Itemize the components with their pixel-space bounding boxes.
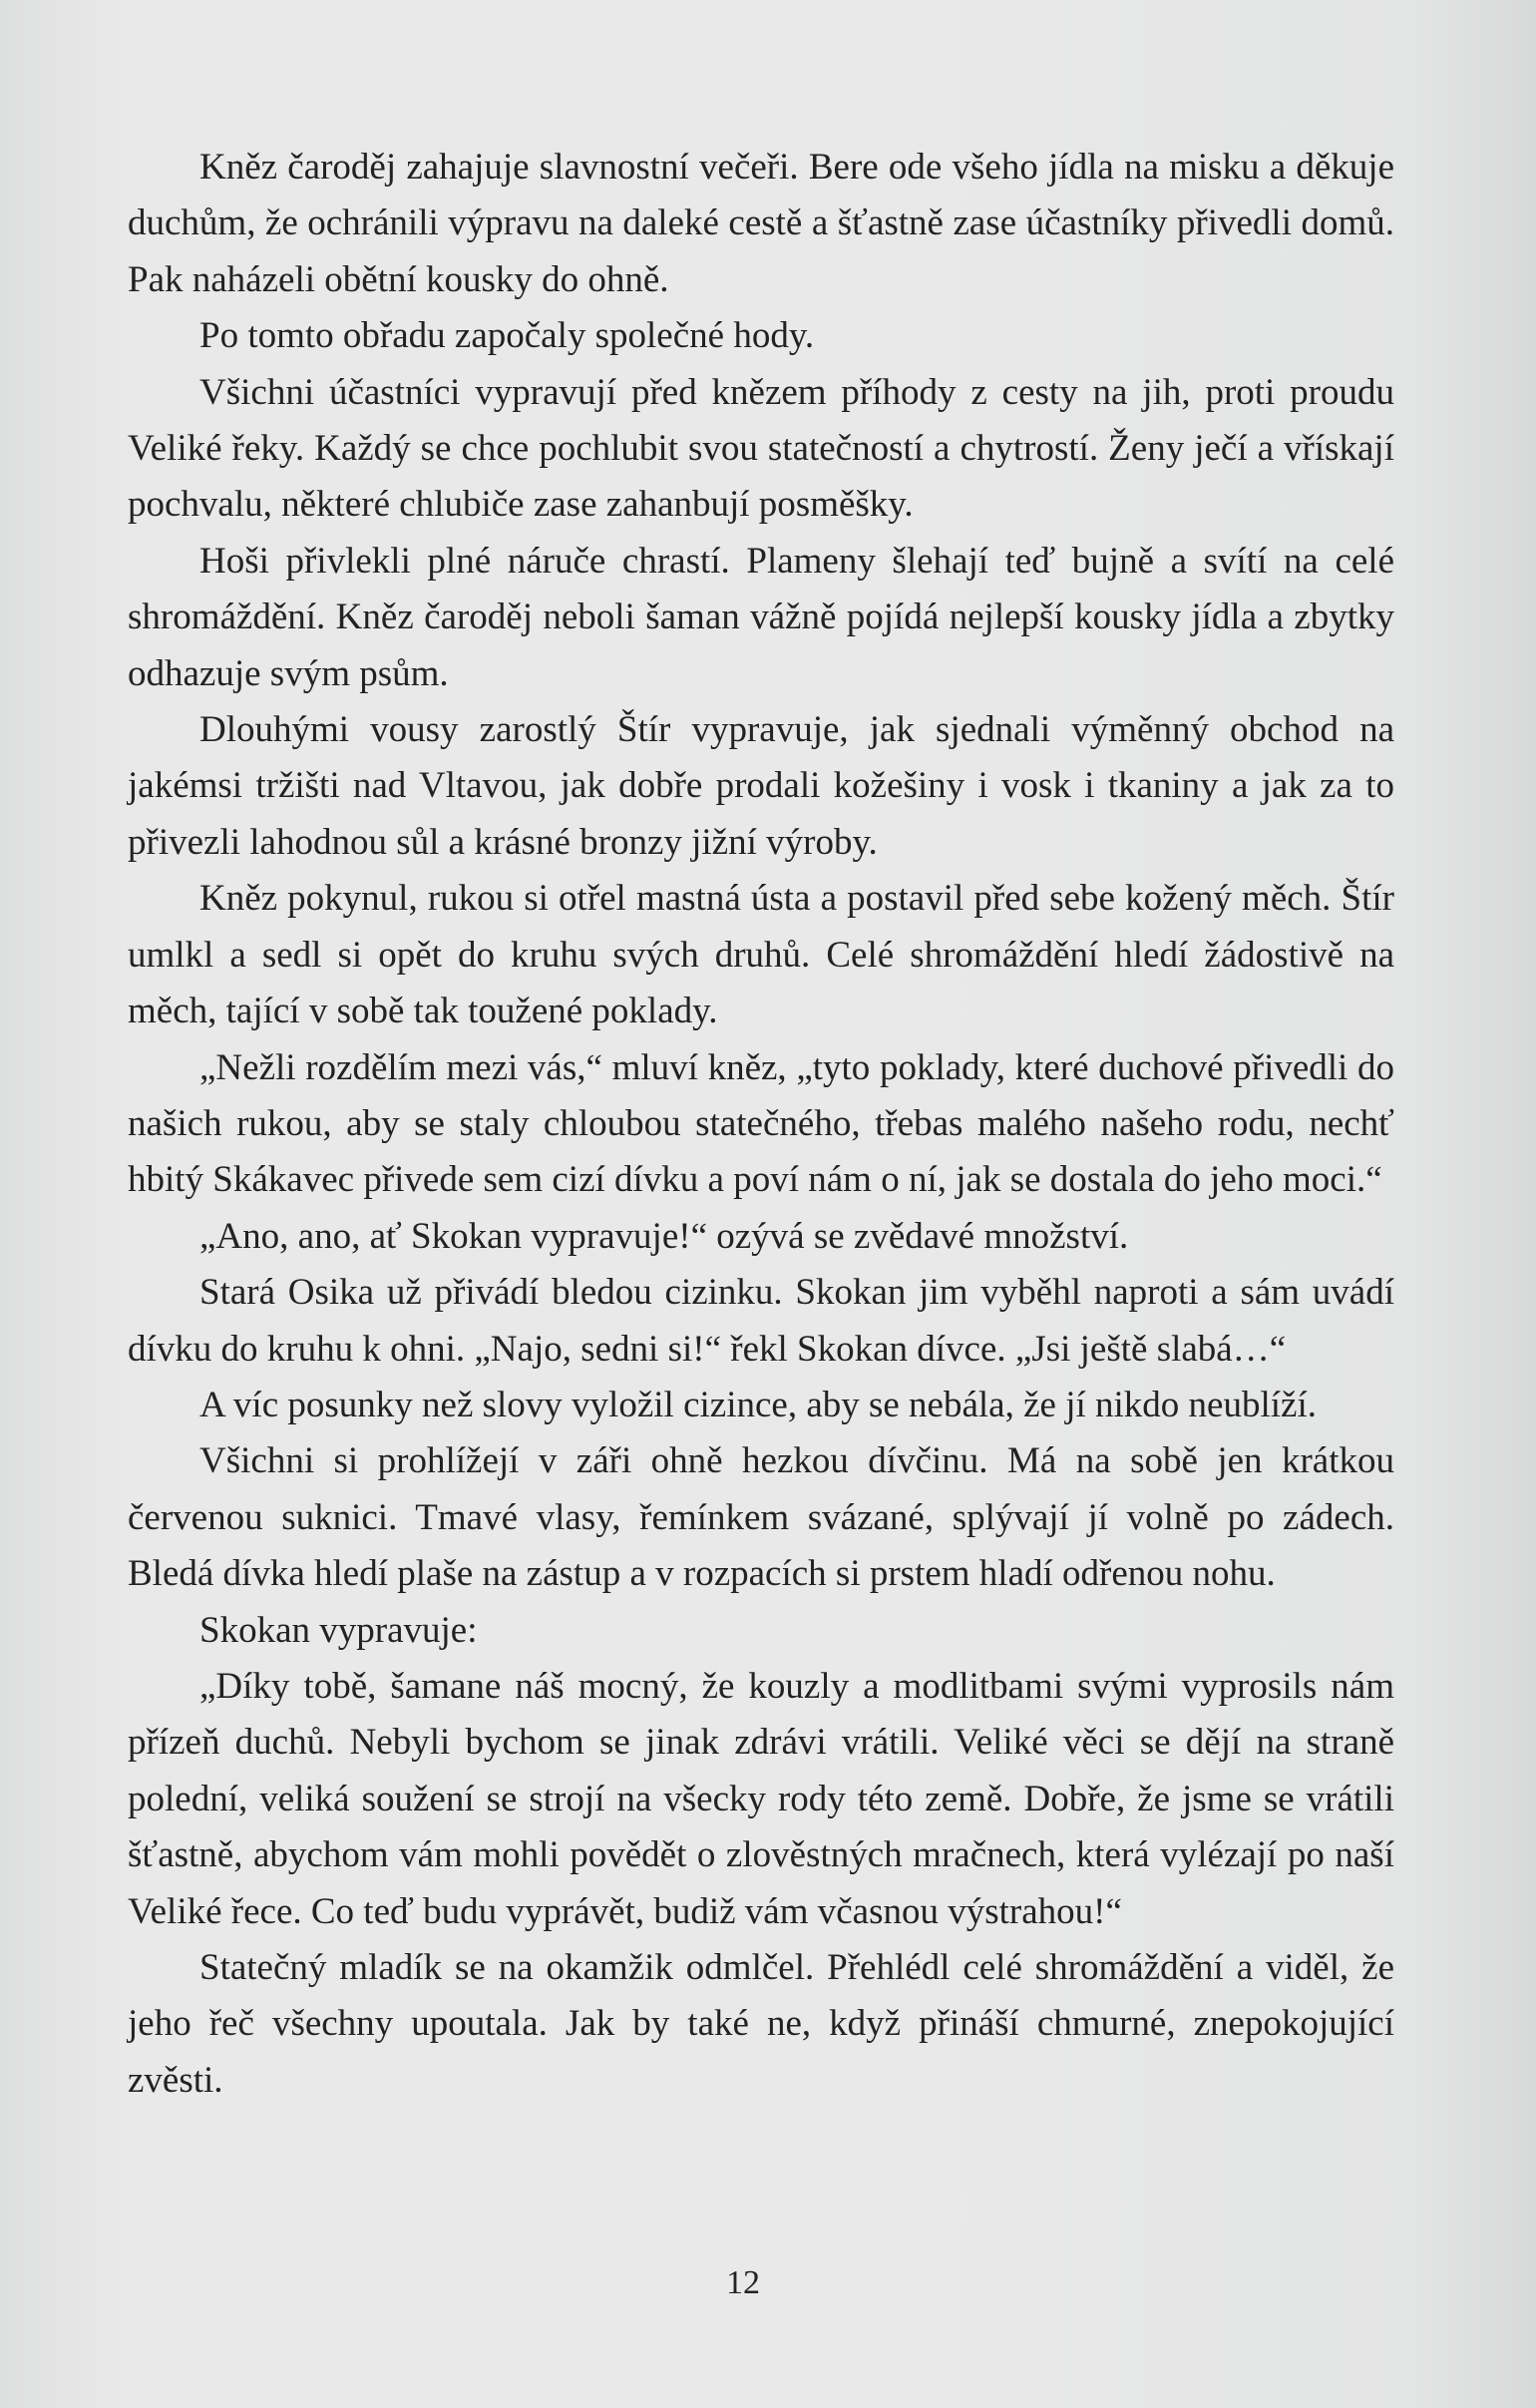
paragraph-4: Hoši přivlekli plné náruče chrastí. Plameny šlehají teď bujně a svítí na celé shromáždění. Kněz čaroděj neboli šaman vážně pojídá nejlepší kousky jídla a zbytky odhazuje svým psům. (128, 540, 1394, 694)
paragraph-2: Po tomto obřadu započaly společné hody. (199, 315, 815, 357)
paragraph-10: A víc posunky než slovy vyložil cizince, aby se nebála, že jí nikdo neublíží. (199, 1384, 1317, 1425)
paragraph-12: Skokan vypravuje: (199, 1609, 478, 1651)
body-text (128, 140, 1394, 2109)
paragraph-9: Stará Osika už přivádí bledou cizinku. Skokan jim vyběhl naproti a sám uvádí dívku do kruhu k ohni. „Najo, sedni si!“ řekl Skokan dívce. „Jsi ještě slabá…“ (128, 1272, 1394, 1370)
paragraph-1: Kněz čaroděj zahajuje slavnostní večeři. Bere ode všeho jídla na misku a děkuje duchům, že ochránili výpravu na daleké cestě a šťastně zase účastníky přivedli domů. Pak naházeli obětní kousky do ohně. (128, 147, 1394, 300)
page-number: 12 (726, 2264, 760, 2301)
paragraph-8: „Ano, ano, ať Skokan vypravuje!“ ozývá se zvědavé množství. (199, 1215, 1129, 1257)
paragraph-3: Všichni účastníci vypravují před knězem příhody z cesty na jih, proti proudu Veliké řeky. Každý se chce pochlubit svou statečností a chytrostí. Ženy ječí a vřískají pochvalu, některé chlubiče zase zahanbují posměšky. (128, 371, 1394, 526)
paragraph-6: Kněz pokynul, rukou si otřel mastná ústa a postavil před sebe kožený měch. Štír umlkl a sedl si opět do kruhu svých druhů. Celé shromáždění hledí žádostivě na měch, tající v sobě tak toužené poklady. (128, 878, 1394, 1032)
paragraph-13: „Díky tobě, šamane náš mocný, že kouzly a modlitbami svými vyprosils nám přízeň duchů. Nebyli bychom se jinak zdrávi vrátili. Veliké věci se dějí na straně polední, veliká soužení se strojí na všecky rody této země. Dobře, že jsme se vrátili šťastně, abychom vám mohli povědět o zlověstných mračnech, která vylézají po naší Veliké řece. Co teď budu vyprávět, budiž vám včasnou výstrahou!“ (128, 1665, 1394, 1932)
paragraph-11: Všichni si prohlížejí v záři ohně hezkou dívčinu. Má na sobě jen krátkou červenou suknici. Tmavé vlasy, řemínkem svázané, splývají jí volně po zádech. Bledá dívka hledí plaše na zástup a v rozpacích si prstem hladí odřenou nohu. (128, 1440, 1394, 1595)
paragraph-5: Dlouhými vousy zarostlý Štír vypravuje, jak sjednali výměnný obchod na jakémsi tržišti nad Vltavou, jak dobře prodali kožešiny i vosk i tkaniny a jak za to přivezli lahodnou sůl a krásné bronzy jižní výroby. (128, 709, 1394, 863)
paragraph-14: Statečný mladík se na okamžik odmlčel. Přehlédl celé shromáždění a viděl, že jeho řeč všechny upoutala. Jak by také ne, když přináší chmurné, znepokojující zvěsti. (128, 1947, 1394, 2101)
paragraph-7: „Nežli rozdělím mezi vás,“ mluví kněz, „tyto poklady, které duchové přivedli do našich rukou, aby se staly chloubou statečného, třebas malého našeho rodu, nechť hbitý Skákavec přivede sem cizí dívku a poví nám o ní, jak se dostala do jeho moci.“ (128, 1046, 1394, 1201)
